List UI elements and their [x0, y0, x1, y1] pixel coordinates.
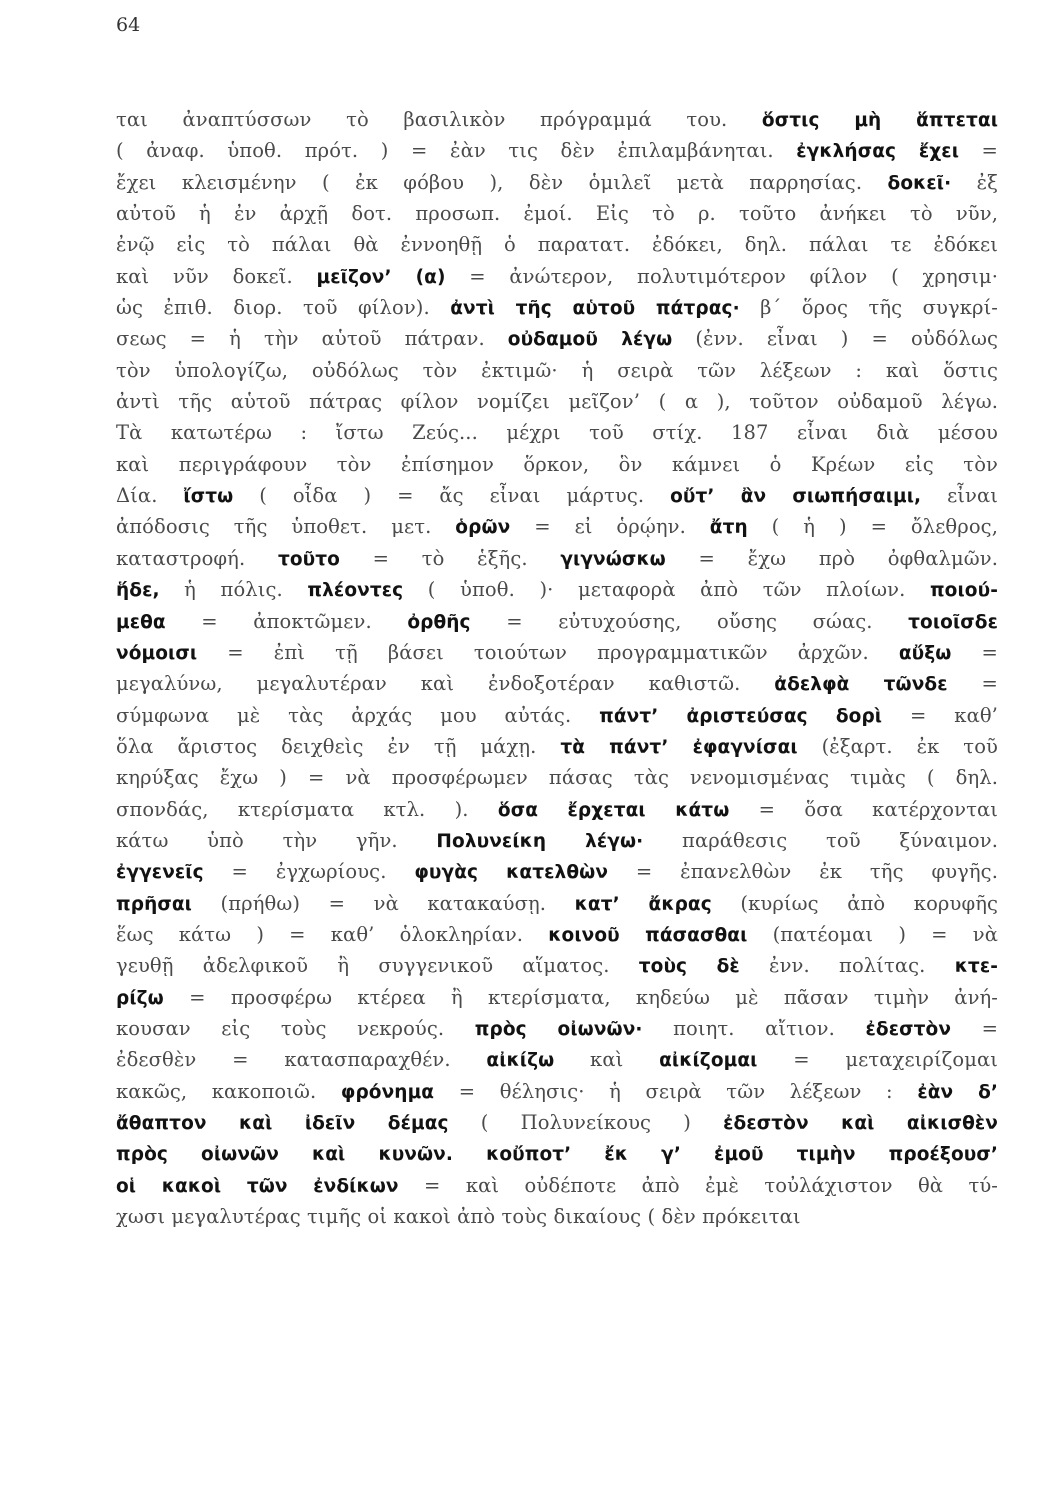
gloss-text: Δία.	[116, 484, 184, 508]
lemma-term: πλέοντες	[307, 580, 404, 602]
gloss-text: = προσφέρω κτέρεα ἢ κτερίσματα, κηδεύω μὲ πᾶσαν τιμὴν ἀνή-	[163, 985, 998, 1009]
gloss-text: σπονδάς, κτερίσματα κτλ. ).	[116, 797, 498, 821]
gloss-text: καὶ περιγράφουν τὸν ἐπίσημον ὅρκον, ὃν κάμνει ὁ Κρέων εἰς τὸν	[116, 452, 998, 476]
lemma-term: κτε-	[954, 956, 999, 978]
lemma-term: φυγὰς κατελθὼν	[414, 862, 609, 884]
text-line	[116, 856, 998, 887]
lemma-term: ὅστις μὴ ἅπτεται	[761, 110, 998, 131]
text-line	[116, 1170, 998, 1201]
gloss-text: χωσι μεγαλυτέρας τιμῆς οἱ κακοὶ ἀπὸ τοὺς δικαίους ( δὲν πρόκειται	[116, 1205, 801, 1229]
lemma-term: ὅσα ἔρχεται κάτω	[497, 799, 730, 821]
gloss-text: ἔχει κλεισμένην ( ἐκ φόβου ), δὲν ὁμιλεῖ μετὰ παρρησίας.	[116, 170, 888, 194]
text-line	[116, 511, 998, 542]
gloss-text: = ὅσα κατέρχονται	[729, 797, 998, 821]
gloss-text: = ἐπὶ τῇ βάσει τοιούτων προγραμματικῶν ἀρχῶν.	[197, 640, 899, 664]
gloss-text: κουσαν εἰς τοὺς νεκρούς.	[116, 1016, 475, 1040]
lemma-term: ἄτη	[709, 517, 748, 539]
gloss-text: αὐτοῦ ἡ ἐν ἀρχῇ δοτ. προσωπ. ἐμοί. Εἰς τὸ ρ. τοῦτο ἀνήκει τὸ νῦν,	[116, 202, 998, 226]
gloss-text: ὡς ἐπιθ. διορ. τοῦ φίλον).	[116, 296, 451, 320]
lemma-term: ρίζω	[116, 987, 164, 1009]
text-line	[116, 1013, 998, 1044]
lemma-term: κατ’ ἄκρας	[574, 893, 712, 915]
text-line	[116, 355, 998, 386]
text-line	[116, 543, 998, 574]
lemma-term: ποιού-	[929, 580, 998, 602]
text-line	[116, 480, 998, 511]
gloss-text: μεγαλύνω, μεγαλυτέραν καὶ ἐνδοξοτέραν καθιστῶ.	[116, 672, 775, 696]
text-line	[116, 261, 998, 292]
gloss-text: (πρήθω) = νὰ κατακαύσῃ.	[191, 891, 575, 915]
lemma-term: αἰκίζομαι	[659, 1050, 758, 1072]
text-line	[116, 417, 998, 448]
gloss-text: ἐξ	[951, 170, 999, 194]
lemma-term: οὔτ’ ἂν σιωπήσαιμι,	[670, 486, 922, 508]
lemma-term: πρὸς οἰωνῶν καὶ κυνῶν. κοὔποτ’ ἔκ γ’ ἐμοῦ τιμὴν προέξουσ’	[116, 1144, 998, 1166]
gloss-text: ( ἀναφ. ὑποθ. πρότ. ) = ἐὰν τις δὲν ἐπιλαμβάνηται.	[116, 139, 797, 163]
text-line	[116, 1201, 998, 1232]
lemma-term: ἴστω	[183, 486, 234, 508]
text-line	[116, 1107, 998, 1138]
text-line	[116, 1138, 998, 1169]
gloss-text: = ἔχω πρὸ ὀφθαλμῶν.	[665, 546, 998, 570]
lemma-term: τοιοῖσδε	[908, 611, 998, 633]
text-line	[116, 982, 998, 1013]
gloss-text: παράθεσις τοῦ ξύναιμον.	[643, 828, 998, 852]
text-line	[116, 950, 998, 981]
gloss-text: ἐνῷ εἰς τὸ πάλαι θὰ ἐννοηθῇ ὁ παρατατ. ἐδόκει, δηλ. πάλαι τε ἐδόκει	[116, 233, 998, 257]
text-line	[116, 229, 998, 260]
text-line	[116, 449, 998, 480]
text-line	[116, 731, 998, 762]
gloss-text: ( ἡ ) = ὄλεθρος,	[747, 515, 998, 539]
lemma-term: Πολυνείκη λέγω·	[436, 830, 644, 852]
lemma-term: φρόνημα	[340, 1081, 435, 1103]
gloss-text: β΄ ὅρος τῆς συγκρί-	[739, 296, 998, 320]
gloss-text: (ἐξαρτ. ἐκ τοῦ	[797, 734, 998, 758]
gloss-text: καὶ	[554, 1048, 660, 1072]
gloss-text: κακῶς, κακοποιῶ.	[116, 1079, 341, 1103]
lemma-term: γιγνώσκω	[560, 548, 666, 570]
lemma-term: αἰκίζω	[486, 1050, 555, 1072]
text-line	[116, 323, 998, 354]
lemma-term: ἐγκλήσας ἔχει	[796, 141, 960, 163]
gloss-text: ἡ πόλις.	[159, 578, 308, 602]
gloss-text: =	[947, 672, 998, 696]
lemma-term: ἥδε,	[116, 580, 160, 602]
lemma-term: ἀδελφὰ τῶνδε	[774, 674, 948, 696]
gloss-text: =	[951, 640, 998, 664]
text-line	[116, 888, 998, 919]
lemma-term: ἐὰν δ’	[917, 1081, 999, 1103]
gloss-text: = καθ’	[882, 703, 998, 727]
gloss-text: γευθῇ ἀδελφικοῦ ἢ συγγενικοῦ αἵματος.	[116, 954, 639, 978]
gloss-text: ( Πολυνείκους )	[448, 1111, 724, 1134]
gloss-text: σύμφωνα μὲ τὰς ἀρχάς μου αὐτάς.	[116, 703, 600, 727]
text-line	[116, 292, 998, 323]
text-line	[116, 167, 998, 198]
lemma-term: τὰ πάντ’ ἐφαγνίσαι	[560, 736, 798, 758]
text-line	[116, 135, 998, 166]
gloss-text: ποιητ. αἴτιον.	[642, 1016, 866, 1040]
gloss-text: κάτω ὑπὸ τὴν γῆν.	[116, 828, 437, 852]
lemma-term: ὁρῶν	[455, 517, 511, 539]
gloss-text: (κυρίως ἀπὸ κορυφῆς	[711, 891, 999, 915]
text-line	[116, 762, 998, 793]
text-line	[116, 919, 998, 950]
text-line	[116, 668, 998, 699]
lemma-term: ἐδεστὸν	[865, 1018, 952, 1040]
text-line	[116, 606, 998, 637]
lemma-term: οἱ κακοὶ τῶν ἐνδίκων	[116, 1175, 399, 1197]
lemma-term: μεθα	[116, 611, 166, 633]
lemma-term: οὐδαμοῦ λέγω	[507, 329, 673, 351]
gloss-text: ( οἶδα ) = ἄς εἶναι μάρτυς.	[233, 484, 671, 508]
gloss-text: εἶναι	[921, 484, 998, 508]
lemma-term: πρὸς οἰωνῶν·	[474, 1018, 643, 1040]
text-line	[116, 1044, 998, 1075]
gloss-text: = ἀποκτῶμεν.	[165, 609, 408, 633]
lemma-term: πρῆσαι	[116, 893, 192, 915]
gloss-text: = ἐγχωρίους.	[203, 860, 415, 884]
gloss-text: =	[951, 1016, 999, 1040]
lemma-term: ὀρθῆς	[407, 611, 471, 633]
gloss-text: = καὶ οὐδέποτε ἀπὸ ἐμὲ τοὐλάχιστον θὰ τύ-	[398, 1173, 998, 1197]
gloss-text: καὶ νῦν δοκεῖ.	[116, 264, 317, 288]
gloss-text: = ἐπανελθὼν ἐκ τῆς φυγῆς.	[608, 860, 999, 884]
gloss-text: τὸν ὑπολογίζω, οὐδόλως τὸν ἐκτιμῶ· ἡ σειρὰ τῶν λέξεων : καὶ ὅστις	[116, 358, 998, 382]
gloss-text: ἀντὶ τῆς αὑτοῦ πάτρας φίλον νομίζει μεῖζον’ ( α ), τοῦτον οὐδαμοῦ λέγω.	[116, 390, 998, 414]
text-line	[116, 574, 998, 605]
lemma-term: πάντ’ ἀριστεύσας δορὶ	[599, 705, 883, 727]
lemma-term: ἀντὶ τῆς αὑτοῦ πάτρας·	[450, 298, 740, 320]
gloss-text: = τὸ ἑξῆς.	[339, 546, 561, 570]
text-line	[116, 700, 998, 731]
gloss-text: ἐδεσθὲν = κατασπαραχθέν.	[116, 1048, 487, 1072]
lemma-term: κοινοῦ πάσασθαι	[548, 924, 748, 946]
gloss-text: ται ἀναπτύσσων τὸ βασιλικὸν πρόγραμμά του.	[116, 108, 762, 131]
text-line	[116, 825, 998, 856]
text-line	[116, 794, 998, 825]
gloss-text: ἕως κάτω ) = καθ’ ὁλοκληρίαν.	[116, 922, 549, 946]
page-number: 64	[116, 14, 141, 36]
gloss-text: (ἐνν. εἶναι ) = οὐδόλως	[672, 327, 998, 351]
gloss-text: =	[959, 139, 998, 163]
lemma-term: νόμοισι	[116, 642, 198, 664]
gloss-text: σεως = ἡ τὴν αὑτοῦ πάτραν.	[116, 327, 508, 351]
gloss-text: ( ὑποθ. )· μεταφορὰ ἀπὸ τῶν πλοίων.	[403, 578, 930, 602]
lemma-term: αὔξω	[898, 642, 952, 664]
gloss-text: = εὐτυχούσης, οὔσης σώας.	[470, 609, 909, 633]
lemma-term: τοὺς δὲ	[638, 956, 740, 978]
gloss-text: καταστροφή.	[116, 546, 278, 570]
gloss-text: κηρύξας ἔχω ) = νὰ προσφέρωμεν πάσας τὰς νενομισμένας τιμὰς ( δηλ.	[116, 766, 998, 790]
lemma-term: δοκεῖ·	[887, 172, 952, 194]
lemma-term: ἐδεστὸν καὶ αἰκισθὲν	[723, 1113, 998, 1134]
text-line	[116, 386, 998, 417]
lemma-term: ἐγγενεῖς	[116, 862, 204, 884]
lemma-term: τοῦτο	[277, 548, 340, 570]
gloss-text: = θέλησις· ἡ σειρὰ τῶν λέξεων :	[434, 1079, 918, 1103]
lemma-term: ἄθαπτον καὶ ἰδεῖν δέμας	[116, 1113, 449, 1134]
gloss-text: = ἀνώτερον, πολυτιμότερον φίλον ( χρησιμ·	[445, 264, 998, 288]
gloss-text: = μεταχειρίζομαι	[757, 1048, 999, 1072]
text-line	[116, 1076, 998, 1107]
gloss-text: ὅλα ἄριστος δειχθεὶς ἐν τῇ μάχῃ.	[116, 734, 561, 758]
gloss-text: ἐνν. πολίτας.	[739, 954, 955, 978]
gloss-text: (πατέομαι ) = νὰ	[747, 922, 998, 946]
gloss-text: ἀπόδοσις τῆς ὑποθετ. μετ.	[116, 515, 456, 539]
lemma-term: μεῖζον’ (α)	[316, 266, 446, 288]
gloss-text: Τὰ κατωτέρω : ἴστω Ζεύς... μέχρι τοῦ στίχ. 187 εἶναι διὰ μέσου	[116, 421, 998, 445]
text-line	[116, 104, 998, 135]
commentary-text	[116, 104, 998, 1232]
text-line	[116, 637, 998, 668]
text-line	[116, 198, 998, 229]
gloss-text: = εἰ ὁρῴην.	[510, 515, 710, 539]
